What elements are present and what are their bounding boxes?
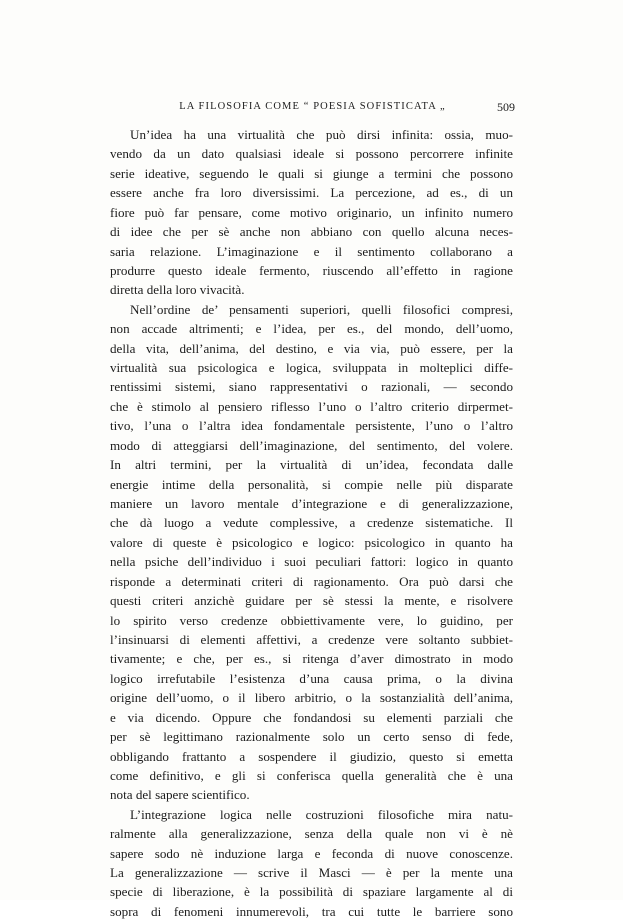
text-line: virtualità sua psicologica e logica, sviluppata in molteplici diffe- bbox=[110, 360, 513, 376]
text-line: energie intime della personalità, si compie nelle più disparate bbox=[110, 476, 513, 492]
paragraph bbox=[110, 805, 513, 921]
text-line: essere anche fra loro diversissimi. La percezione, ad es., di un bbox=[110, 185, 513, 201]
text-line: produrre questo ideale fermento, riuscendo all’effetto in ragione bbox=[110, 262, 513, 278]
text-line: In altri termini, per la virtualità di un’idea, fecondata dalle bbox=[110, 457, 513, 473]
text-line: logico irrefutabile l’esistenza d’una causa prima, o la divina bbox=[110, 670, 513, 686]
text-line: che è stimolo al pensiero riflesso l’uno o l’altro criterio dirpermet- bbox=[110, 398, 513, 414]
text-line: tivamente; e che, per es., si ritenga d’aver dimostrato in modo bbox=[110, 651, 513, 667]
text-line: di idee che per sè anche non abbiano con quello alcuna neces- bbox=[110, 224, 513, 240]
text-line: nota del sapere scientifico. bbox=[110, 787, 250, 803]
page-number: 509 bbox=[497, 100, 515, 114]
text-line: L’integrazione logica nelle costruzioni filosofiche mira natu- bbox=[130, 806, 513, 822]
text-line: serie ideative, seguendo le quali si giunge a termini che possono bbox=[110, 165, 513, 181]
text-line: tivo, l’una o l’altra idea fondamentale persistente, l’uno o l’altro bbox=[110, 418, 513, 434]
page-header bbox=[110, 101, 515, 117]
text-line: Un’idea ha una virtualità che può dirsi infinita: ossia, muo- bbox=[130, 127, 513, 142]
text-line: sapere sodo nè induzione larga e feconda di nuove conoscenze. bbox=[110, 845, 513, 861]
body-text bbox=[110, 125, 513, 921]
text-line: fiore può far pensare, come motivo originario, un infinito numero bbox=[110, 204, 513, 220]
text-line: modo di atteggiarsi dell’imaginazione, del sentimento, del volere. bbox=[110, 437, 513, 453]
text-line: non accade altrimenti; e l’idea, per es., del mondo, dell’uomo, bbox=[110, 321, 513, 337]
text-line: per sè legittimano razionalmente solo un certo senso di fede, bbox=[110, 729, 513, 745]
running-title: LA FILOSOFIA COME “ POESIA SOFISTICATA „ bbox=[179, 101, 446, 112]
text-line: saria relazione. L’imaginazione e il sentimento collaborano a bbox=[110, 243, 513, 259]
text-line: che dà luogo a vedute complessive, a credenze sistematiche. Il bbox=[110, 515, 513, 531]
text-line: rentissimi sistemi, siano rappresentativi o razionali, — secondo bbox=[110, 379, 513, 395]
text-line: maniere un lavoro mentale d’integrazione e di generalizzazione, bbox=[110, 496, 513, 512]
text-line: sopra di fenomeni innumerevoli, tra cui tutte le barriere sono bbox=[110, 903, 513, 919]
text-line: valore di queste è psicologico e logico: psicologico in quanto ha bbox=[110, 534, 513, 550]
text-line: lo spirito verso credenze obbiettivamente vere, lo guidino, per bbox=[110, 612, 513, 628]
text-line: risponde a determinati criteri di ragionamento. Ora può darsi che bbox=[110, 573, 513, 589]
text-line: Nell’ordine de’ pensamenti superiori, quelli filosofici compresi, bbox=[130, 301, 513, 317]
text-line: vendo da un dato qualsiasi ideale si possono percorrere infinite bbox=[110, 146, 513, 162]
text-line: l’insinuarsi di elementi affettivi, a credenze vere soltanto subbiet- bbox=[110, 631, 513, 647]
text-line: della vita, dell’anima, del destino, e via via, può essere, per la bbox=[110, 340, 513, 356]
text-line: nella psiche dell’individuo i suoi peculiari fattori: logico in quanto bbox=[110, 554, 513, 570]
text-line: La generalizzazione — scrive il Masci — è per la mente una bbox=[110, 865, 513, 881]
paragraph bbox=[110, 125, 513, 300]
text-line: origine dell’uomo, o il libero arbitrio, o la sostanzialità dell’anima, bbox=[110, 690, 513, 706]
text-line: diretta della loro vivacità. bbox=[110, 282, 245, 298]
text-line: e via dicendo. Oppure che fondandosi su elementi parziali che bbox=[110, 709, 513, 725]
text-line: specie di liberazione, è la possibilità di spaziare largamente al di bbox=[110, 884, 513, 900]
text-line: obbligando frattanto a sospendere il giudizio, questo si emetta bbox=[110, 748, 513, 764]
paragraph bbox=[110, 300, 513, 805]
text-line: questi criteri anzichè guidare per sè stessi la mente, e risolvere bbox=[110, 593, 513, 609]
text-line: come definitivo, e gli si conferisca quella generalità che è una bbox=[110, 767, 513, 783]
text-line: ralmente alla generalizzazione, senza della quale non vi è nè bbox=[110, 826, 513, 842]
